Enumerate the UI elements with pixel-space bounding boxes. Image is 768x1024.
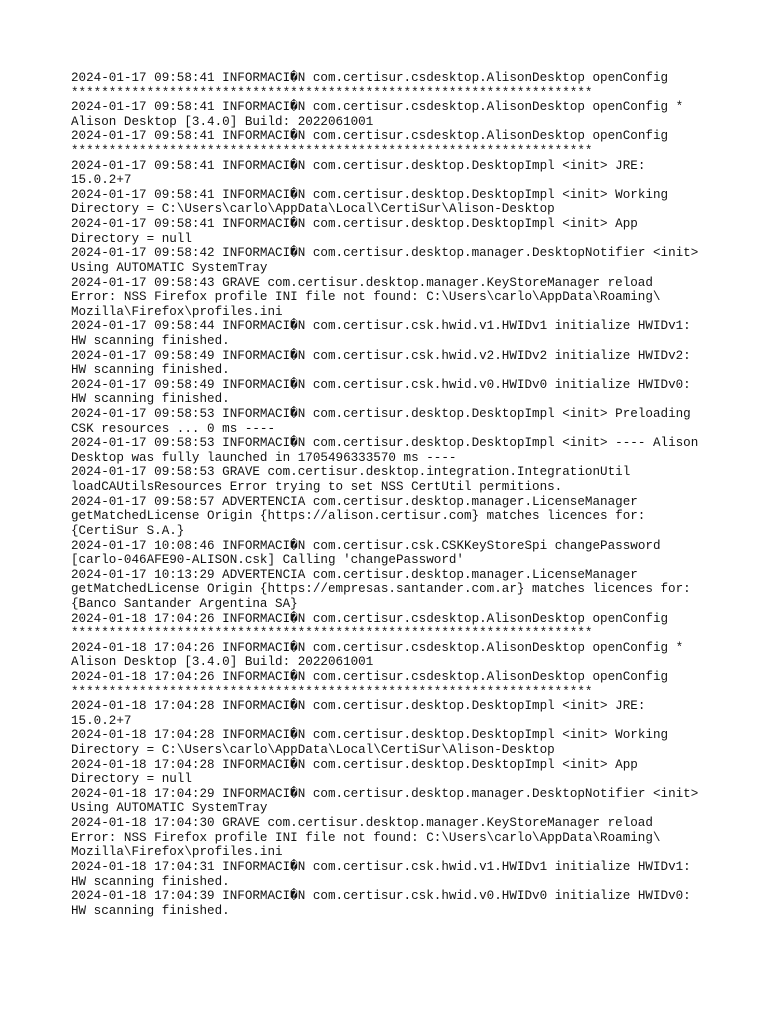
log-line: 2024-01-17 10:13:29 ADVERTENCIA com.certisur.desktop.manager.LicenseManager [71,567,638,582]
log-line: ********************************************************************* [71,144,593,159]
log-line: Directory = C:\Users\carlo\AppData\Local\CertiSur\Alison-Desktop [71,743,555,758]
log-line: 2024-01-18 17:04:29 INFORMACI�N com.certisur.desktop.manager.DesktopNotifier <init> [71,786,699,801]
log-line: Mozilla\Firefox\profiles.ini [71,845,283,860]
log-line: 2024-01-17 09:58:42 INFORMACI�N com.certisur.desktop.manager.DesktopNotifier <init> [71,246,699,261]
log-line: {Banco Santander Argentina SA} [71,596,298,611]
log-line: 2024-01-17 09:58:41 INFORMACI�N com.certisur.csdesktop.AlisonDesktop openConfig [71,129,669,144]
log-line: HW scanning finished. [71,392,230,407]
log-line: 15.0.2+7 [71,173,132,188]
log-line: 2024-01-17 09:58:53 INFORMACI�N com.certisur.desktop.DesktopImpl <init> ---- Alison [71,436,699,451]
log-line: Directory = null [71,772,192,787]
log-line: 2024-01-17 09:58:49 INFORMACI�N com.certisur.csk.hwid.v2.HWIDv2 initialize HWIDv2: [71,348,691,363]
log-line: Using AUTOMATIC SystemTray [71,801,268,816]
log-line: HW scanning finished. [71,874,230,889]
log-line: 2024-01-17 09:58:41 INFORMACI�N com.certisur.csdesktop.AlisonDesktop openConfig * [71,100,684,115]
log-line: Mozilla\Firefox\profiles.ini [71,304,283,319]
log-line: Alison Desktop [3.4.0] Build: 2022061001 [71,655,374,670]
log-line: HW scanning finished. [71,333,230,348]
log-line: {CertiSur S.A.} [71,523,185,538]
log-line: Error: NSS Firefox profile INI file not found: C:\Users\carlo\AppData\Roaming\ [71,290,661,305]
log-line: [carlo-046AFE90-ALISON.csk] Calling 'changePassword' [71,553,464,568]
log-line: 2024-01-18 17:04:39 INFORMACI�N com.certisur.csk.hwid.v0.HWIDv0 initialize HWIDv0: [71,889,691,904]
log-line: 2024-01-18 17:04:28 INFORMACI�N com.certisur.desktop.DesktopImpl <init> JRE: [71,699,646,714]
log-line: HW scanning finished. [71,363,230,378]
log-line: Error: NSS Firefox profile INI file not found: C:\Users\carlo\AppData\Roaming\ [71,830,661,845]
log-line: CSK resources ... 0 ms ---- [71,421,276,436]
log-line: ********************************************************************* [71,626,593,641]
log-line: 2024-01-18 17:04:28 INFORMACI�N com.certisur.desktop.DesktopImpl <init> Working [71,728,669,743]
log-line: 2024-01-18 17:04:26 INFORMACI�N com.certisur.csdesktop.AlisonDesktop openConfig * [71,640,684,655]
log-line: loadCAUtilsResources Error trying to set NSS CertUtil permitions. [71,480,563,495]
log-text-block [71,71,711,918]
log-line: 15.0.2+7 [71,713,132,728]
log-line: 2024-01-17 09:58:41 INFORMACI�N com.certisur.desktop.DesktopImpl <init> JRE: [71,158,646,173]
log-line: ********************************************************************* [71,684,593,699]
log-line: 2024-01-17 09:58:43 GRAVE com.certisur.desktop.manager.KeyStoreManager reload [71,275,653,290]
log-line: 2024-01-17 09:58:53 GRAVE com.certisur.desktop.integration.IntegrationUtil [71,465,631,480]
log-line: Directory = null [71,231,192,246]
log-line: 2024-01-18 17:04:31 INFORMACI�N com.certisur.csk.hwid.v1.HWIDv1 initialize HWIDv1: [71,859,691,874]
log-line: getMatchedLicense Origin {https://alison.certisur.com} matches licences for: [71,509,646,524]
log-line: getMatchedLicense Origin {https://empresas.santander.com.ar} matches licences for: [71,582,691,597]
log-line: Alison Desktop [3.4.0] Build: 2022061001 [71,114,374,129]
log-line: 2024-01-17 09:58:44 INFORMACI�N com.certisur.csk.hwid.v1.HWIDv1 initialize HWIDv1: [71,319,691,334]
log-line: 2024-01-18 17:04:30 GRAVE com.certisur.desktop.manager.KeyStoreManager reload [71,816,653,831]
log-line: Directory = C:\Users\carlo\AppData\Local\CertiSur\Alison-Desktop [71,202,555,217]
log-line: Desktop was fully launched in 1705496333570 ms ---- [71,450,457,465]
log-line: 2024-01-17 09:58:41 INFORMACI�N com.certisur.desktop.DesktopImpl <init> App [71,217,638,232]
log-line: 2024-01-17 09:58:57 ADVERTENCIA com.certisur.desktop.manager.LicenseManager [71,494,638,509]
log-line: ********************************************************************* [71,85,593,100]
log-line: 2024-01-17 09:58:49 INFORMACI�N com.certisur.csk.hwid.v0.HWIDv0 initialize HWIDv0: [71,377,691,392]
log-line: 2024-01-17 09:58:53 INFORMACI�N com.certisur.desktop.DesktopImpl <init> Preloading [71,407,691,422]
log-line: HW scanning finished. [71,903,230,918]
log-line: 2024-01-18 17:04:26 INFORMACI�N com.certisur.csdesktop.AlisonDesktop openConfig [71,669,669,684]
log-line: 2024-01-17 09:58:41 INFORMACI�N com.certisur.csdesktop.AlisonDesktop openConfig [71,71,669,85]
log-line: Using AUTOMATIC SystemTray [71,260,268,275]
log-line: 2024-01-17 09:58:41 INFORMACI�N com.certisur.desktop.DesktopImpl <init> Working [71,187,669,202]
log-line: 2024-01-17 10:08:46 INFORMACI�N com.certisur.csk.CSKKeyStoreSpi changePassword [71,538,661,553]
log-line: 2024-01-18 17:04:26 INFORMACI�N com.certisur.csdesktop.AlisonDesktop openConfig [71,611,669,626]
log-line: 2024-01-18 17:04:28 INFORMACI�N com.certisur.desktop.DesktopImpl <init> App [71,757,638,772]
